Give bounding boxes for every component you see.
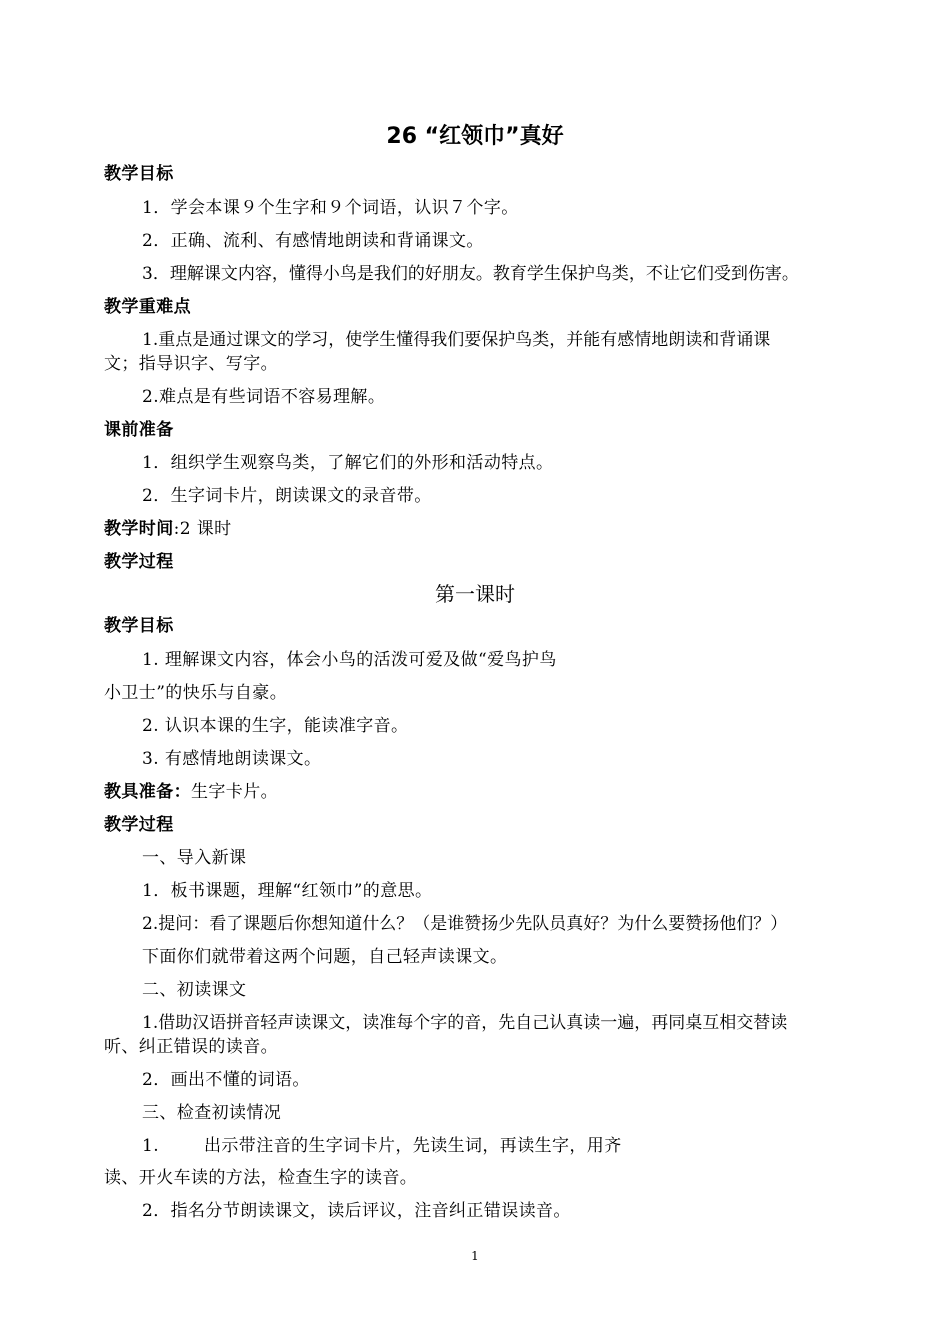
- lesson-1-title: 第一课时: [435, 582, 515, 606]
- step-1-title: 一、导入新课: [142, 848, 247, 868]
- teaching-tools-label: 教具准备：: [104, 782, 191, 802]
- step-1-item-3: 下面你们就带着这两个问题，自己轻声读课文。: [142, 947, 508, 967]
- heading-teaching-goals: 教学目标: [104, 164, 174, 184]
- goal-item-3: 3．理解课文内容，懂得小鸟是我们的好朋友。教育学生保护鸟类，不让它们受到伤害。: [142, 264, 799, 284]
- prep-item-2: 2．生字词卡片，朗读课文的录音带。: [142, 486, 432, 506]
- lesson1-goal-2: 2. 认识本课的生字，能读准字音。: [142, 716, 409, 736]
- key-point-2: 2.难点是有些词语不容易理解。: [142, 387, 386, 407]
- lesson1-goal-3: 3. 有感情地朗读课文。: [142, 749, 322, 769]
- teaching-tools: [104, 780, 278, 804]
- teaching-time-label: 教学时间: [104, 519, 174, 539]
- heading-process: 教学过程: [104, 552, 174, 572]
- step-3-title: 三、检查初读情况: [142, 1103, 282, 1123]
- step-3-item-1-number: 1.: [142, 1136, 160, 1156]
- step-3-item-1-line-1: 出示带注音的生字词卡片，先读生词，再读生字，用齐: [204, 1136, 622, 1156]
- step-1-item-2: 2.提问：看了课题后你想知道什么？（是谁赞扬少先队员真好？为什么要赞扬他们？）: [142, 914, 788, 934]
- prep-item-1: 1．组织学生观察鸟类，了解它们的外形和活动特点。: [142, 453, 554, 473]
- heading-key-points: 教学重难点: [104, 297, 191, 317]
- step-3-item-2: 2．指名分节朗读课文，读后评议，注音纠正错误读音。: [142, 1201, 571, 1221]
- goal-item-1: 1．学会本课９个生字和９个词语，认识７个字。: [142, 198, 519, 218]
- heading-lesson1-process: 教学过程: [104, 815, 174, 835]
- step-2-item-2: 2．画出不懂的词语。: [142, 1070, 310, 1090]
- step-2-item-1-line-2: 听、纠正错误的读音。: [104, 1037, 278, 1057]
- goal-item-2: 2．正确、流利、有感情地朗读和背诵课文。: [142, 231, 484, 251]
- teaching-tools-value: 生字卡片。: [191, 782, 278, 802]
- teaching-time: [104, 517, 232, 541]
- step-3-item-1-line-2: 读、开火车读的方法，检查生字的读音。: [104, 1168, 418, 1188]
- key-point-1-line-2: 文；指导识字、写字。: [104, 354, 278, 374]
- page-number: 1: [471, 1249, 479, 1263]
- lesson1-goal-1-line-1: 1. 理解课文内容，体会小鸟的活泼可爱及做“爱鸟护鸟: [142, 650, 557, 670]
- lesson1-goal-1-line-2: 小卫士”的快乐与自豪。: [104, 683, 288, 703]
- step-2-item-1-line-1: 1.借助汉语拼音轻声读课文，读准每个字的音，先自己认真读一遍，再同桌互相交替读: [142, 1013, 788, 1033]
- step-2-title: 二、初读课文: [142, 980, 247, 1000]
- key-point-1-line-1: 1.重点是通过课文的学习，使学生懂得我们要保护鸟类，并能有感情地朗读和背诵课: [142, 330, 771, 350]
- lesson-title: 26 “红领巾”真好: [386, 124, 564, 149]
- step-1-item-1: 1．板书课题，理解“红领巾”的意思。: [142, 881, 433, 901]
- heading-preparation: 课前准备: [104, 420, 174, 440]
- teaching-time-value: :2 课时: [173, 519, 232, 539]
- heading-lesson1-goals: 教学目标: [104, 616, 174, 636]
